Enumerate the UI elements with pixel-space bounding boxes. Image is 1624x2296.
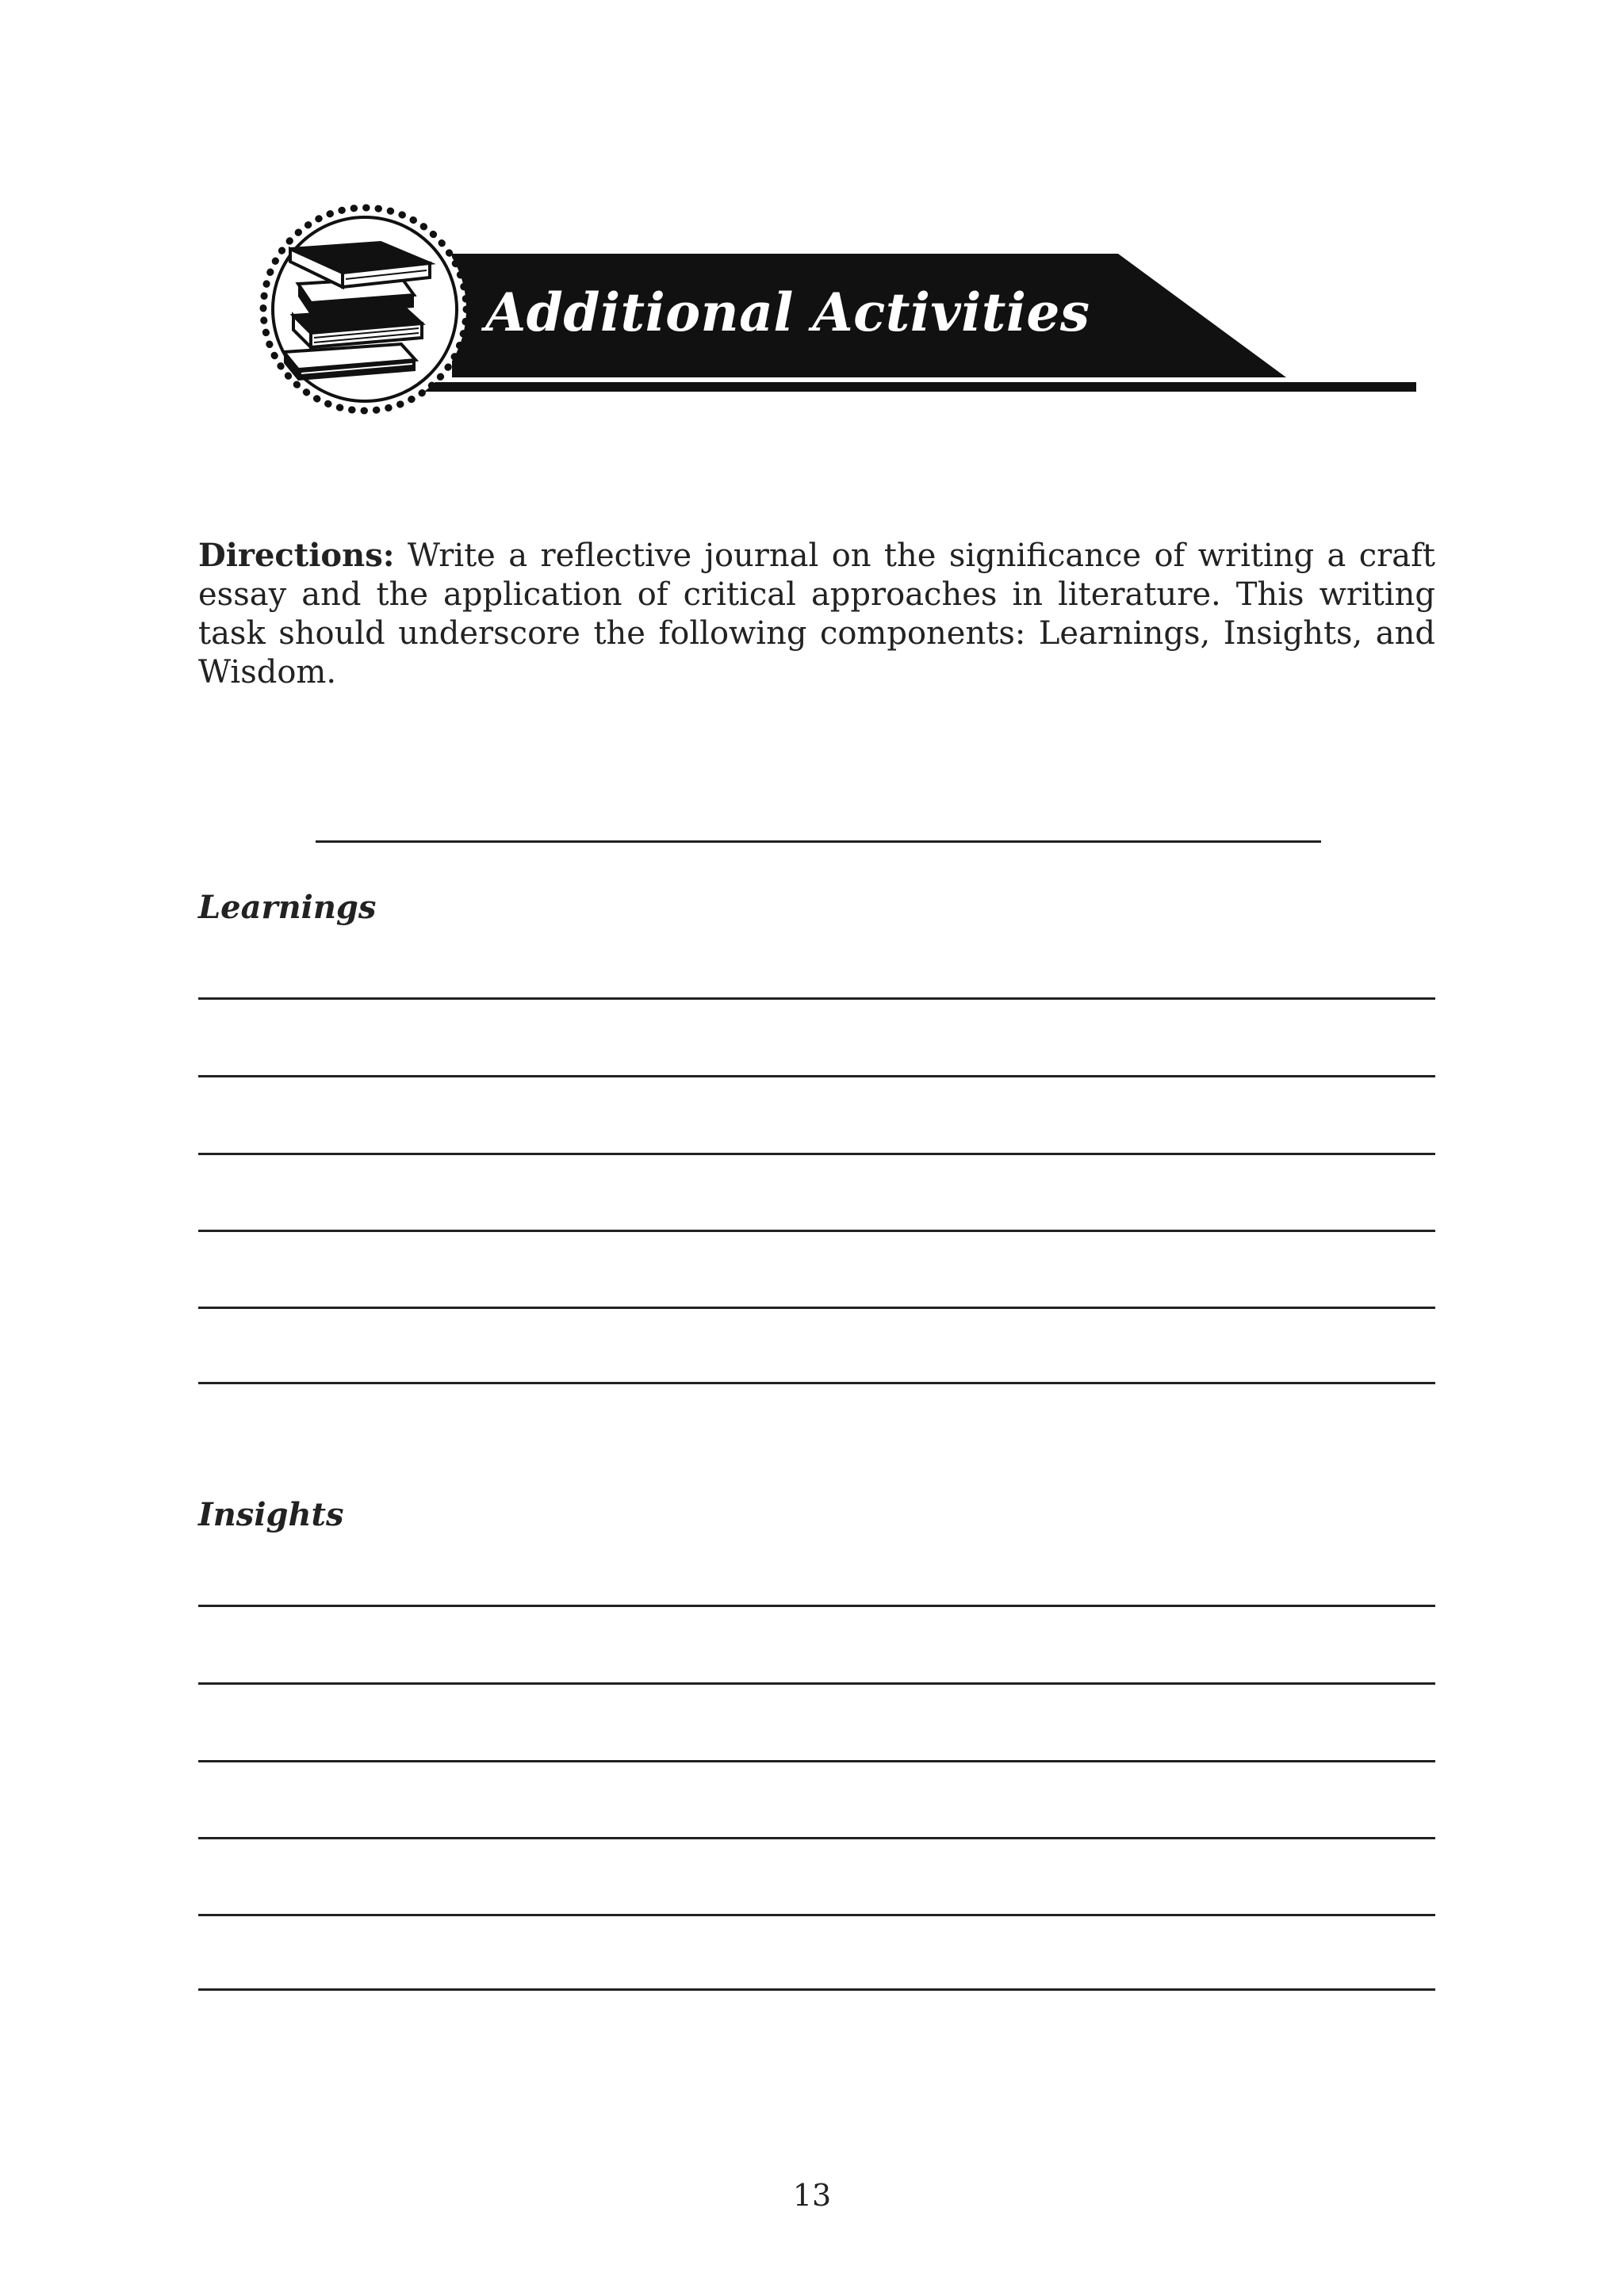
- insights-writing-line[interactable]: [198, 1682, 1435, 1685]
- journal-title-line[interactable]: [316, 840, 1321, 843]
- learnings-writing-line[interactable]: [198, 1307, 1435, 1309]
- insights-writing-line[interactable]: [198, 1988, 1435, 1991]
- directions-paragraph: [198, 536, 1435, 692]
- insights-writing-line[interactable]: [198, 1837, 1435, 1839]
- directions-label: Directions:: [198, 537, 395, 574]
- learnings-writing-line[interactable]: [198, 1230, 1435, 1232]
- insights-writing-line[interactable]: [198, 1605, 1435, 1607]
- learnings-writing-line[interactable]: [198, 1382, 1435, 1384]
- learnings-heading: Learnings: [198, 889, 377, 926]
- insights-heading: Insights: [198, 1496, 344, 1533]
- banner-underline: [412, 382, 1416, 392]
- banner-title: Additional Activities: [485, 281, 1090, 343]
- insights-writing-line[interactable]: [198, 1914, 1435, 1916]
- directions-text: Write a reflective journal on the significance of writing a craft essay and the application of critical approaches in literature. This writing task should underscore the following components: Learnings, Insights, and Wisdom.: [198, 538, 1435, 691]
- additional-activities-banner: [246, 197, 1419, 427]
- page-number: 13: [792, 2178, 832, 2213]
- learnings-writing-line[interactable]: [198, 997, 1435, 1000]
- insights-writing-line[interactable]: [198, 1760, 1435, 1762]
- learnings-writing-line[interactable]: [198, 1153, 1435, 1155]
- learnings-writing-line[interactable]: [198, 1075, 1435, 1077]
